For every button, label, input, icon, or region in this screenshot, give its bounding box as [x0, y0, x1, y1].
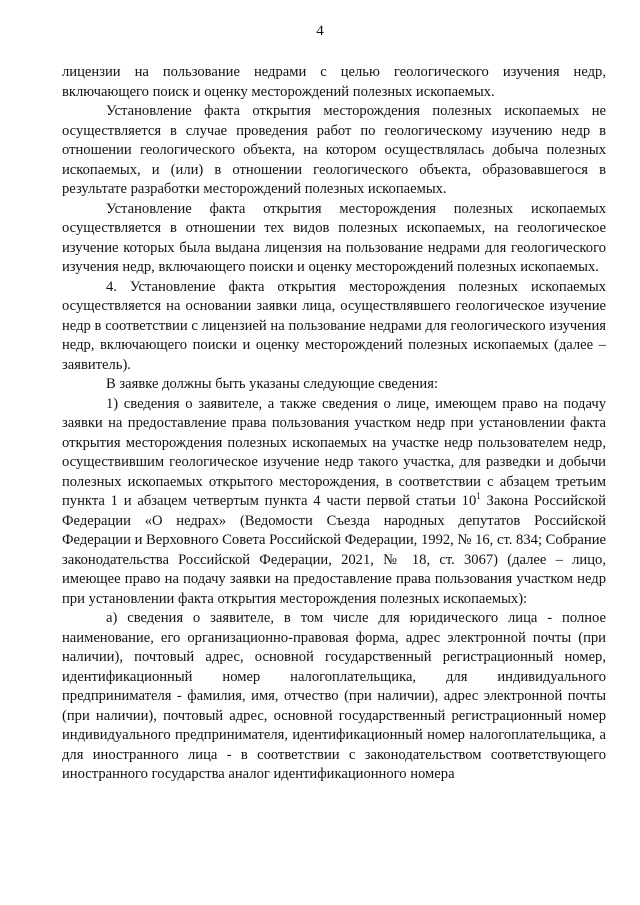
subitem-1-text-after: Закона Российской Федерации «О недрах» (Ведомости Съезда народных депутатов Российской Федерации и Верховного Совета Российской Федерации, 1992, № 16, ст. 834; Собрание законодательства Российской Федерации, 2021, № 18, ст. 3067) (далее – лицо, имеющее право на подачу заявки на предоставление права пользования участком недр при установлении факта открытия месторождения полезных ископаемых):: [62, 493, 606, 607]
document-body: [62, 63, 606, 785]
paragraph-not-established: Установление факта открытия месторождения полезных ископаемых не осуществляется в случае проведения работ по геологическому изучению недр в отношении геологического объекта, на котором осуществлялась добыча полезных ископаемых, и (или) в отношении геологического объекта, образовавшегося в результате разработки месторождений полезных ископаемых.: [62, 103, 606, 197]
paragraph-license-continuation: лицензии на пользование недрами с целью геологического изучения недр, включающего поиск и оценку месторождений полезных ископаемых.: [62, 64, 606, 100]
paragraph-subitem-1: [62, 395, 606, 610]
paragraph-mineral-types: Установление факта открытия месторождения полезных ископаемых осуществляется в отношении тех видов полезных ископаемых, на геологическое изучение которых была выдана лицензия на пользование недрами для геологического изучения недр, включающего поиски и оценку месторождений полезных ископаемых.: [62, 200, 606, 275]
paragraph-application-info: В заявке должны быть указаны следующие сведения:: [106, 376, 439, 392]
paragraph-subitem-a: а) сведения о заявителе, в том числе для юридического лица - полное наименование, его организационно-правовая форма, адрес электронной почты (при наличии), почтовый адрес, основной государственный регистрационный номер, идентификационный номер налогоплательщика, для индивидуального предпринимателя - фамилия, имя, отчество (при наличии), адрес электронной почты (при наличии), почтовый адрес, основной государственный регистрационный номер индивидуального предпринимателя, идентификационный номер налогоплательщика, а для иностранного лица - в соответствии с законодательством соответствующего иностранного государства аналог идентификационного номера: [62, 610, 606, 782]
article-superscript: 1: [476, 491, 481, 502]
subitem-1-text-before: 1) сведения о заявителе, а также сведения о лице, имеющем право на подачу заявки на предоставление права пользования участком недр при установлении факта открытия месторождения полезных ископаемых на участке недр пользователем недр, осуществившим геологическое изучение недр такого участка, для разведки и добычи полезных ископаемых открытого месторождения, в соответствии с абзацем третьим пункта 1 и абзацем четвертым пункта 4 части первой статьи 10: [62, 395, 606, 509]
page-number: 4: [316, 23, 324, 39]
paragraph-item-4: 4. Установление факта открытия месторождения полезных ископаемых осуществляется на основании заявки лица, осуществлявшего геологическое изучение недр в соответствии с лицензией на пользование недрами для геологического изучения недр, включающего поиски и оценку месторождений полезных ископаемых (далее – заявитель).: [62, 278, 606, 373]
